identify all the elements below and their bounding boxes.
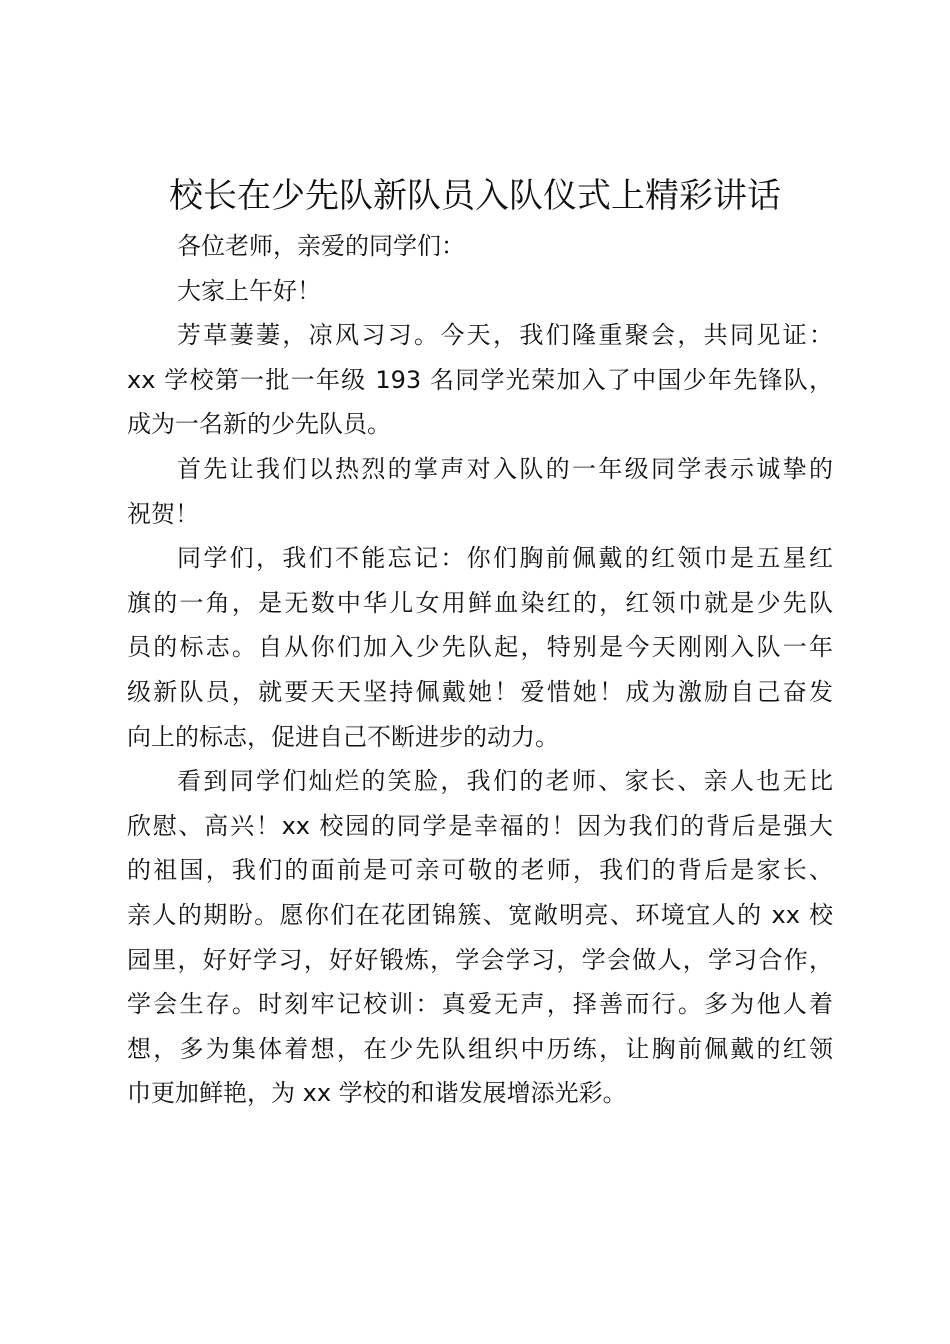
paragraph-line: 祝贺！ bbox=[127, 499, 199, 528]
paragraph-line: 亲人的期盼。愿你们在花团锦簇、宽敞明亮、环境宜人的 xx 校 bbox=[127, 900, 833, 929]
paragraph-line: 巾更加鲜艳，为 xx 学校的和谐发展增添光彩。 bbox=[127, 1079, 627, 1108]
greeting-line: 各位老师，亲爱的同学们： bbox=[177, 232, 465, 260]
paragraph-line: 首先让我们以热烈的掌声对入队的一年级同学表示诚挚的 bbox=[177, 454, 833, 483]
paragraph-line: 旗的一角，是无数中华儿女用鲜血染红的，红领巾就是少先队 bbox=[127, 588, 833, 617]
paragraph-line: 学会生存。时刻牢记校训：真爱无声，择善而行。多为他人着 bbox=[127, 990, 833, 1019]
document-body bbox=[127, 224, 833, 1116]
paragraph-line: xx 学校第一批一年级 193 名同学光荣加入了中国少年先锋队， bbox=[127, 365, 833, 394]
greeting-line: 大家上午好！ bbox=[177, 276, 321, 305]
paragraph-line: 芳草萋萋，凉风习习。今天，我们隆重聚会，共同见证： bbox=[177, 321, 833, 350]
paragraph-line: 想，多为集体着想，在少先队组织中历练，让胸前佩戴的红领 bbox=[127, 1034, 833, 1063]
paragraph-line: 园里，好好学习，好好锻炼，学会学习，学会做人，学习合作， bbox=[127, 945, 833, 974]
paragraph-line: 成为一名新的少先队员。 bbox=[127, 410, 391, 439]
paragraph-line: 同学们，我们不能忘记：你们胸前佩戴的红领巾是五星红 bbox=[177, 544, 833, 573]
paragraph-line: 员的标志。自从你们加入少先队起，特别是今天刚刚入队一年 bbox=[127, 633, 833, 662]
paragraph-line: 欣慰、高兴！xx 校园的同学是幸福的！因为我们的背后是强大 bbox=[127, 811, 833, 840]
paragraph-line: 向上的标志，促进自己不断进步的动力。 bbox=[127, 722, 559, 751]
document-title: 校长在少先队新队员入队仪式上精彩讲话 bbox=[169, 176, 781, 216]
paragraph-line: 级新队员，就要天天坚持佩戴她！爱惜她！成为激励自己奋发 bbox=[127, 677, 833, 706]
paragraph-line: 看到同学们灿烂的笑脸，我们的老师、家长、亲人也无比 bbox=[177, 767, 833, 796]
paragraph-line: 的祖国，我们的面前是可亲可敬的老师，我们的背后是家长、 bbox=[127, 856, 833, 885]
